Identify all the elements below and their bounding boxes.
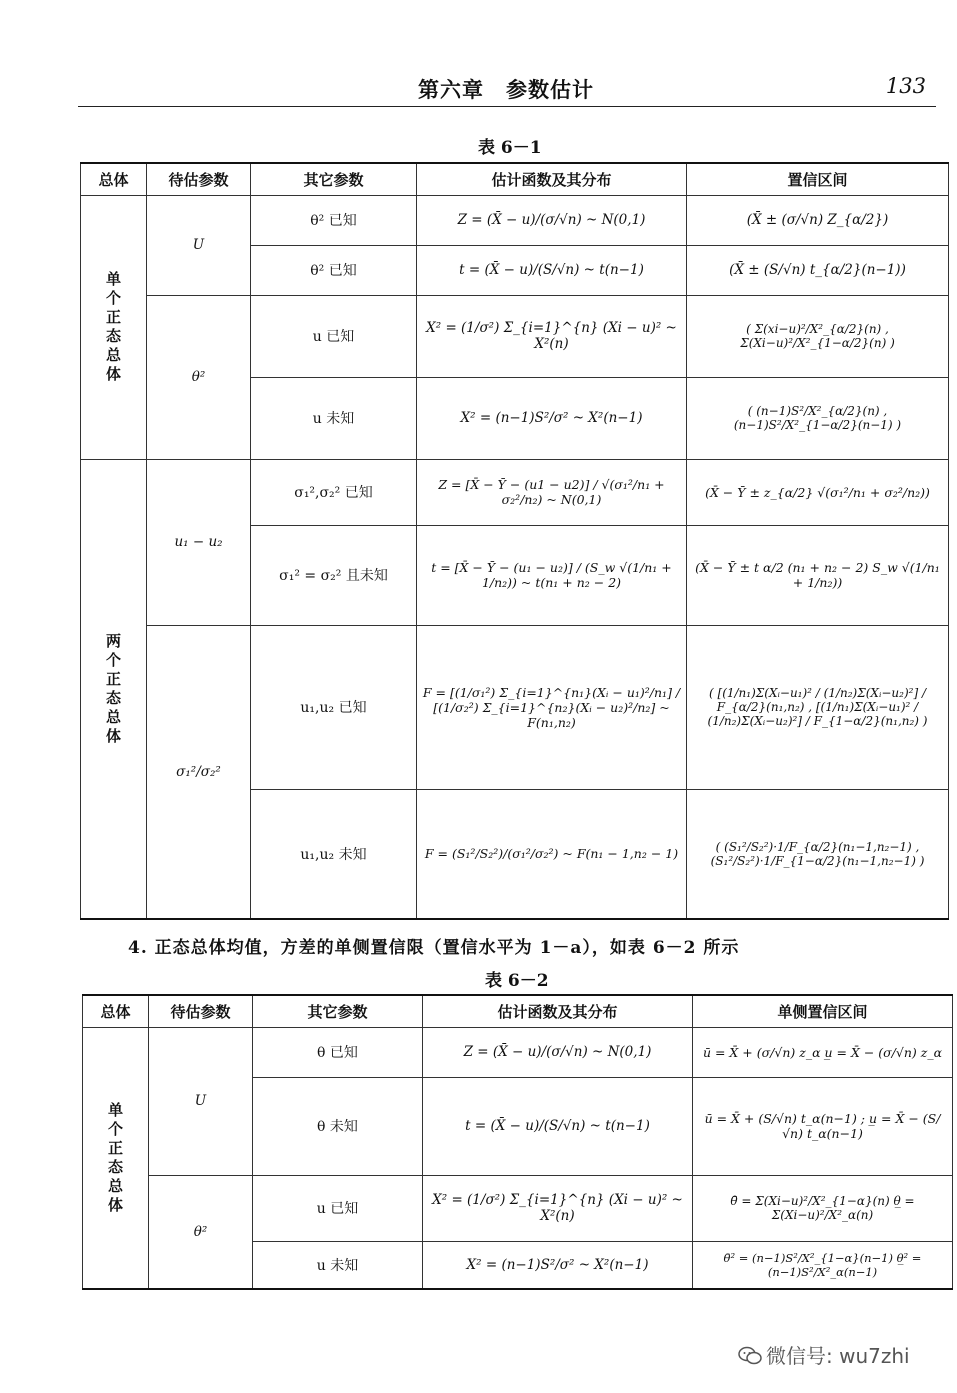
estimator-cell: X² = (n−1)S²/σ² ~ X²(n−1): [423, 1241, 693, 1289]
param-cell: U: [147, 195, 251, 295]
wechat-icon: [738, 1346, 762, 1366]
interval-cell: θ̄² = (n−1)S²/X²_{1−α}(n−1) θ̲² = (n−1)S²/X²_α(n−1): [693, 1241, 953, 1289]
col-header: 单侧置信区间: [693, 995, 953, 1027]
watermark: [738, 1340, 910, 1369]
interval-cell: ū = X̄ + (σ/√n) z_α u̲ = X̄ − (σ/√n) z_α: [693, 1027, 953, 1077]
col-header: 其它参数: [251, 163, 417, 195]
col-header: 待估参数: [147, 163, 251, 195]
table-6-2: [82, 994, 953, 1290]
col-header: 估计函数及其分布: [417, 163, 687, 195]
param-cell: U: [149, 1027, 253, 1175]
other-param-cell: θ² 已知: [251, 245, 417, 295]
interval-cell: (X̄ − Ȳ ± z_{α/2} √(σ₁²/n₁ + σ₂²/n₂)): [687, 459, 949, 525]
other-param-cell: u 未知: [253, 1241, 423, 1289]
estimator-cell: X² = (1/σ²) Σ_{i=1}^{n} (Xi − u)² ~ X²(n): [423, 1175, 693, 1241]
col-header: 置信区间: [687, 163, 949, 195]
other-param-cell: u₁,u₂ 已知: [251, 625, 417, 789]
other-param-cell: θ² 已知: [251, 195, 417, 245]
watermark-text: 微信号: wu7zhi: [766, 1344, 910, 1368]
other-param-cell: u₁,u₂ 未知: [251, 789, 417, 919]
estimator-cell: F = (S₁²/S₂²)/(σ₁²/σ₂²) ~ F(n₁ − 1,n₂ − 1): [417, 789, 687, 919]
interval-cell: (X̄ ± (S/√n) t_{α/2}(n−1)): [687, 245, 949, 295]
other-param-cell: u 未知: [251, 377, 417, 459]
other-param-cell: θ 未知: [253, 1077, 423, 1175]
interval-cell: ( (n−1)S²/X²_{α/2}(n) , (n−1)S²/X²_{1−α/2}(n−1) ): [687, 377, 949, 459]
interval-cell: ( [(1/n₁)Σ(Xᵢ−u₁)² / (1/n₂)Σ(Xᵢ−u₂)²] / F_{α/2}(n₁,n₂) , [(1/n₁)Σ(Xᵢ−u₁)² / (1/n₂)Σ(Xᵢ−u₂)²] / F_{1−α/2}(n₁,n₂) ): [687, 625, 949, 789]
param-cell: σ₁²/σ₂²: [147, 625, 251, 919]
param-cell: θ²: [147, 295, 251, 459]
page-number: 133: [885, 74, 926, 98]
col-header: 估计函数及其分布: [423, 995, 693, 1027]
estimator-cell: t = (X̄ − u)/(S/√n) ~ t(n−1): [417, 245, 687, 295]
interval-cell: (X̄ ± (σ/√n) Z_{α/2}): [687, 195, 949, 245]
other-param-cell: σ₁²,σ₂² 已知: [251, 459, 417, 525]
col-header: 总体: [81, 163, 147, 195]
population-cell: 两个正态总体: [81, 459, 147, 919]
population-cell: 单个正态总体: [81, 195, 147, 459]
population-cell: 单个正态总体: [83, 1027, 149, 1289]
estimator-cell: Z = [X̄ − Ȳ − (u1 − u2)] / √(σ₁²/n₁ + σ₂²/n₂) ~ N(0,1): [417, 459, 687, 525]
estimator-cell: t = (X̄ − u)/(S/√n) ~ t(n−1): [423, 1077, 693, 1175]
chapter-title: 第六章 参数估计: [418, 77, 594, 102]
table1-caption: 表 6－1: [478, 138, 542, 158]
page-header: [78, 68, 936, 107]
interval-cell: ( (S₁²/S₂²)·1/F_{α/2}(n₁−1,n₂−1) , (S₁²/S₂²)·1/F_{1−α/2}(n₁−1,n₂−1) ): [687, 789, 949, 919]
col-header: 其它参数: [253, 995, 423, 1027]
col-header: 总体: [83, 995, 149, 1027]
table2-caption: 表 6－2: [485, 971, 549, 991]
param-cell: u₁ − u₂: [147, 459, 251, 625]
param-cell: θ²: [149, 1175, 253, 1289]
other-param-cell: θ 已知: [253, 1027, 423, 1077]
table-6-1: [80, 162, 949, 920]
interval-cell: ū = X̄ + (S/√n) t_α(n−1) ; u̲ = X̄ − (S/√n) t_α(n−1): [693, 1077, 953, 1175]
estimator-cell: t = [X̄ − Ȳ − (u₁ − u₂)] / (S_w √(1/n₁ + 1/n₂)) ~ t(n₁ + n₂ − 2): [417, 525, 687, 625]
estimator-cell: F = [(1/σ₁²) Σ_{i=1}^{n₁}(Xᵢ − u₁)²/n₁] / [(1/σ₂²) Σ_{i=1}^{n₂}(Xᵢ − u₂)²/n₂] ~ F(n₁,n₂): [417, 625, 687, 789]
estimator-cell: Z = (X̄ − u)/(σ/√n) ~ N(0,1): [423, 1027, 693, 1077]
col-header: 待估参数: [149, 995, 253, 1027]
estimator-cell: Z = (X̄ − u)/(σ/√n) ~ N(0,1): [417, 195, 687, 245]
other-param-cell: u 已知: [251, 295, 417, 377]
estimator-cell: X² = (n−1)S²/σ² ~ X²(n−1): [417, 377, 687, 459]
section-note: 4. 正态总体均值，方差的单侧置信限（置信水平为 1－a），如表 6－2 所示: [128, 938, 740, 958]
estimator-cell: X² = (1/σ²) Σ_{i=1}^{n} (Xi − u)² ~ X²(n): [417, 295, 687, 377]
interval-cell: (X̄ − Ȳ ± t α/2 (n₁ + n₂ − 2) S_w √(1/n₁ + 1/n₂)): [687, 525, 949, 625]
other-param-cell: u 已知: [253, 1175, 423, 1241]
interval-cell: θ̄ = Σ(Xi−u)²/X²_{1−α}(n) θ̲ = Σ(Xi−u)²/X²_α(n): [693, 1175, 953, 1241]
other-param-cell: σ₁² = σ₂² 且未知: [251, 525, 417, 625]
interval-cell: ( Σ(xi−u)²/X²_{α/2}(n) , Σ(Xi−u)²/X²_{1−α/2}(n) ): [687, 295, 949, 377]
